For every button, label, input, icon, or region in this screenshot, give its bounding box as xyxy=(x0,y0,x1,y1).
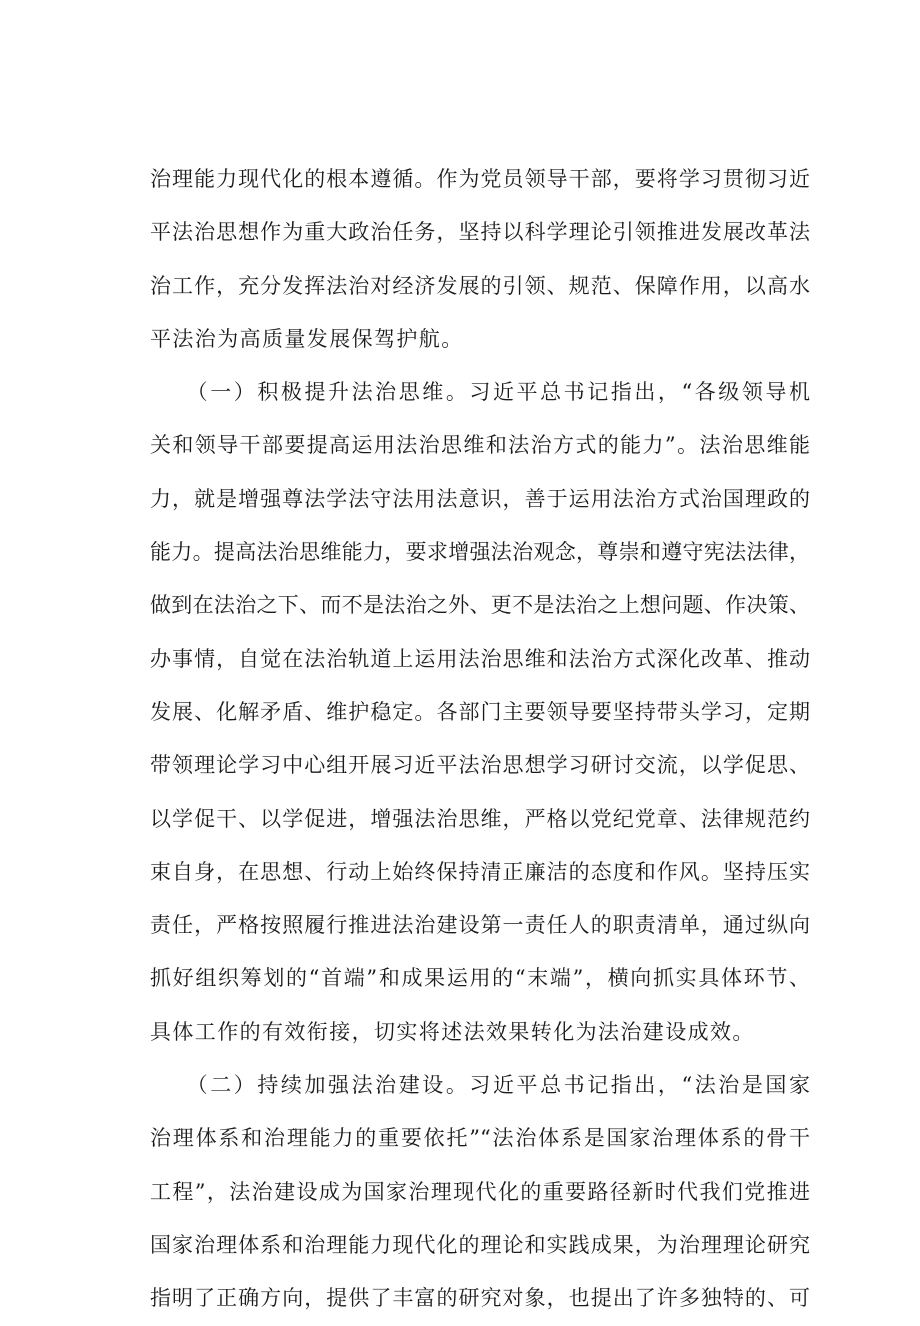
text-line: 带领理论学习中心组开展习近平法治思想学习研讨交流，以学促思、 xyxy=(150,753,810,778)
text-line: 指明了正确方向，提供了丰富的研究对象，也提出了许多独特的、可 xyxy=(150,1286,810,1311)
section-heading-line: （一）积极提升法治思维。习近平总书记指出，“各级领导机 xyxy=(150,380,810,405)
text-line: 抓好组织筹划的“首端”和成果运用的“末端”，横向抓实具体环节、 xyxy=(150,966,810,991)
text-line: 办事情，自觉在法治轨道上运用法治思维和法治方式深化改革、推动 xyxy=(150,646,810,671)
text-line: 关和领导干部要提高运用法治思维和法治方式的能力”。法治思维能 xyxy=(150,433,810,458)
text-line: 做到在法治之下、而不是法治之外、更不是法治之上想问题、作决策、 xyxy=(150,593,810,618)
text-line: 能力。提高法治思维能力，要求增强法治观念，尊崇和遵守宪法法律， xyxy=(150,540,810,565)
text-line: 平法治思想作为重大政治任务，坚持以科学理论引领推进发展改革法 xyxy=(150,220,810,245)
text-line: 治工作，充分发挥法治对经济发展的引领、规范、保障作用，以高水 xyxy=(150,273,810,298)
text-line: 发展、化解矛盾、维护稳定。各部门主要领导要坚持带头学习，定期 xyxy=(150,699,810,724)
text-line: 力，就是增强尊法学法守法用法意识，善于运用法治方式治国理政的 xyxy=(150,486,810,511)
text-line: 具体工作的有效衔接，切实将述法效果转化为法治建设成效。 xyxy=(150,1019,755,1044)
text-line: 治理能力现代化的根本遵循。作为党员领导干部，要将学习贯彻习近 xyxy=(150,167,810,191)
text-line: 工程”，法治建设成为国家治理现代化的重要路径新时代我们党推进 xyxy=(150,1179,810,1204)
text-line: 束自身，在思想、行动上始终保持清正廉洁的态度和作风。坚持压实 xyxy=(150,859,810,884)
section-heading-line: （二）持续加强法治建设。习近平总书记指出，“法治是国家 xyxy=(150,1073,810,1098)
text-line: 以学促干、以学促进，增强法治思维，严格以党纪党章、法律规范约 xyxy=(150,806,810,831)
text-line: 平法治为高质量发展保驾护航。 xyxy=(150,326,464,351)
text-line: 责任，严格按照履行推进法治建设第一责任人的职责清单，通过纵向 xyxy=(150,913,810,938)
text-line: 治理体系和治理能力的重要依托”“法治体系是国家治理体系的骨干 xyxy=(150,1126,810,1151)
text-line: 国家治理体系和治理能力现代化的理论和实践成果，为治理理论研究 xyxy=(150,1232,810,1257)
document-body xyxy=(150,153,810,1326)
